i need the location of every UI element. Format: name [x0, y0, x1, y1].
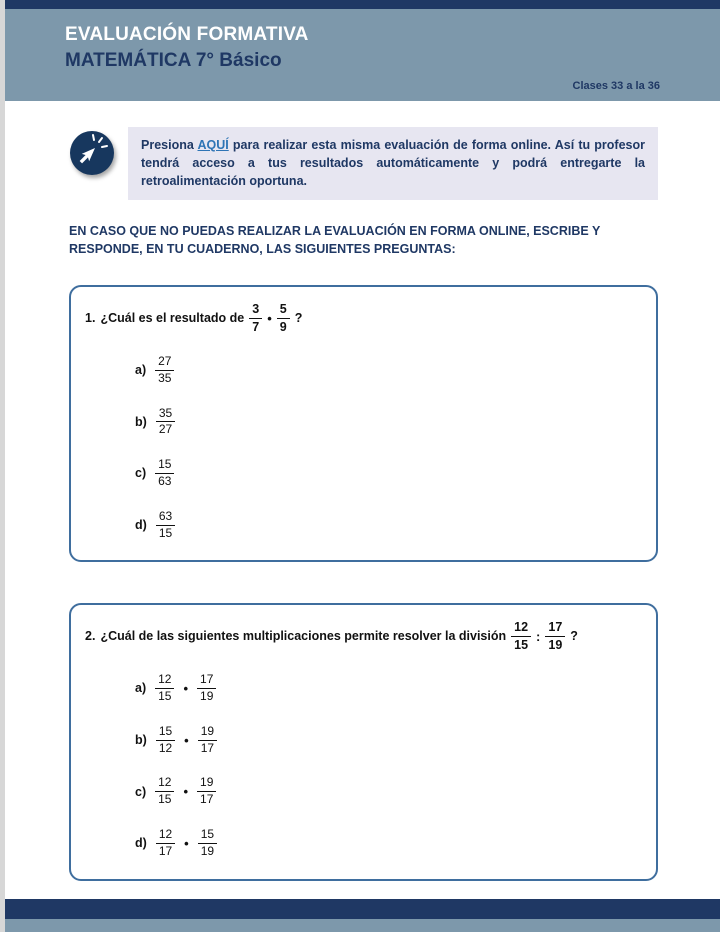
content-area [5, 101, 720, 899]
notice-post-text: para realizar esta misma evaluación de forma online. Así tu profesor tendrá acceso a tus resultados automáticamente y podrá entregarte la retroalimentación oportuna. [141, 138, 645, 188]
fraction [156, 510, 175, 541]
denominator: 19 [200, 843, 215, 858]
offline-instructions: EN CASO QUE NO PUEDAS REALIZAR LA EVALUACIÓN EN FORMA ONLINE, ESCRIBE Y RESPONDE, EN TU CUADERNO, LAS SIGUIENTES PREGUNTAS: [69, 224, 601, 256]
online-notice [69, 127, 658, 200]
numerator: 3 [249, 302, 262, 318]
option-label: d) [135, 836, 147, 851]
fraction [511, 620, 531, 652]
multiplication-dot: • [183, 784, 189, 800]
question-suffix: ? [294, 311, 303, 326]
denominator: 15 [158, 525, 173, 540]
denominator: 9 [279, 319, 287, 334]
option-label: a) [135, 363, 147, 378]
question-2-box [69, 603, 658, 880]
question-1-box [69, 285, 658, 562]
division-colon: : [536, 628, 541, 644]
fraction [155, 458, 174, 489]
fraction [198, 828, 217, 859]
question-prompt: ¿Cuál es el resultado de [100, 311, 245, 326]
option-label: d) [135, 518, 147, 533]
online-evaluation-link[interactable]: AQUÍ [197, 138, 229, 152]
denominator: 17 [200, 792, 214, 807]
denominator: 17 [200, 740, 215, 755]
fraction [277, 302, 290, 334]
numerator: 12 [155, 776, 174, 792]
multiplication-dot: • [184, 835, 189, 851]
multiplication-dot: • [267, 310, 272, 326]
question-2-option-c [135, 776, 638, 807]
question-1-option-a [135, 355, 638, 386]
denominator: 35 [158, 370, 172, 385]
document-footer [5, 899, 720, 932]
question-1-option-b [135, 407, 638, 438]
question-2-option-b [135, 725, 638, 756]
option-label: b) [135, 733, 147, 748]
denominator: 7 [252, 319, 260, 334]
denominator: 19 [548, 637, 563, 652]
notice-pre-text: Presiona [141, 138, 198, 152]
numerator: 15 [155, 458, 174, 474]
numerator: 19 [198, 725, 217, 741]
question-number: 1. [85, 311, 96, 326]
numerator: 63 [156, 510, 175, 526]
numerator: 12 [511, 620, 531, 636]
fraction [156, 725, 175, 756]
numerator: 27 [155, 355, 174, 371]
denominator: 17 [158, 843, 173, 858]
numerator: 12 [156, 828, 175, 844]
header-subtitle: MATEMÁTICA 7° Básico [65, 50, 282, 71]
footer-band [5, 919, 720, 932]
numerator: 17 [545, 620, 565, 636]
fraction [197, 776, 216, 807]
fraction [155, 673, 174, 704]
fraction [155, 355, 174, 386]
denominator: 12 [158, 740, 173, 755]
numerator: 35 [156, 407, 175, 423]
multiplication-dot: • [184, 732, 189, 748]
question-suffix: ? [570, 629, 578, 644]
question-1-option-d [135, 510, 638, 541]
numerator: 12 [155, 673, 174, 689]
header-title: EVALUACIÓN FORMATIVA [65, 24, 309, 45]
document-header [5, 9, 720, 101]
option-label: c) [135, 784, 147, 799]
fraction [155, 776, 174, 807]
numerator: 19 [197, 776, 216, 792]
denominator: 19 [200, 688, 214, 703]
denominator: 63 [158, 473, 172, 488]
denominator: 15 [514, 637, 529, 652]
footer-accent-bar [5, 899, 720, 919]
classes-label: Clases 33 a la 36 [572, 80, 660, 92]
denominator: 15 [158, 792, 172, 807]
numerator: 15 [198, 828, 217, 844]
question-2-option-d [135, 828, 638, 859]
multiplication-dot: • [183, 680, 189, 696]
question-1-option-c [135, 458, 638, 489]
top-accent-bar [5, 0, 720, 9]
fraction [249, 302, 262, 334]
numerator: 17 [197, 673, 216, 689]
fraction [156, 828, 175, 859]
denominator: 27 [158, 422, 173, 437]
question-2-option-a [135, 673, 638, 704]
question-number: 2. [85, 629, 96, 644]
fraction [198, 725, 217, 756]
question-prompt: ¿Cuál de las siguientes multiplicaciones permite resolver la división [100, 629, 507, 644]
option-label: a) [135, 681, 147, 696]
question-2-text [85, 620, 638, 652]
fraction [197, 673, 216, 704]
click-cursor-icon [69, 130, 115, 176]
numerator: 15 [156, 725, 175, 741]
fraction [156, 407, 175, 438]
numerator: 5 [277, 302, 290, 318]
question-1-text [85, 302, 638, 334]
notice-text [128, 127, 658, 200]
fraction [545, 620, 565, 652]
option-label: c) [135, 466, 147, 481]
option-label: b) [135, 414, 147, 429]
denominator: 15 [158, 688, 172, 703]
